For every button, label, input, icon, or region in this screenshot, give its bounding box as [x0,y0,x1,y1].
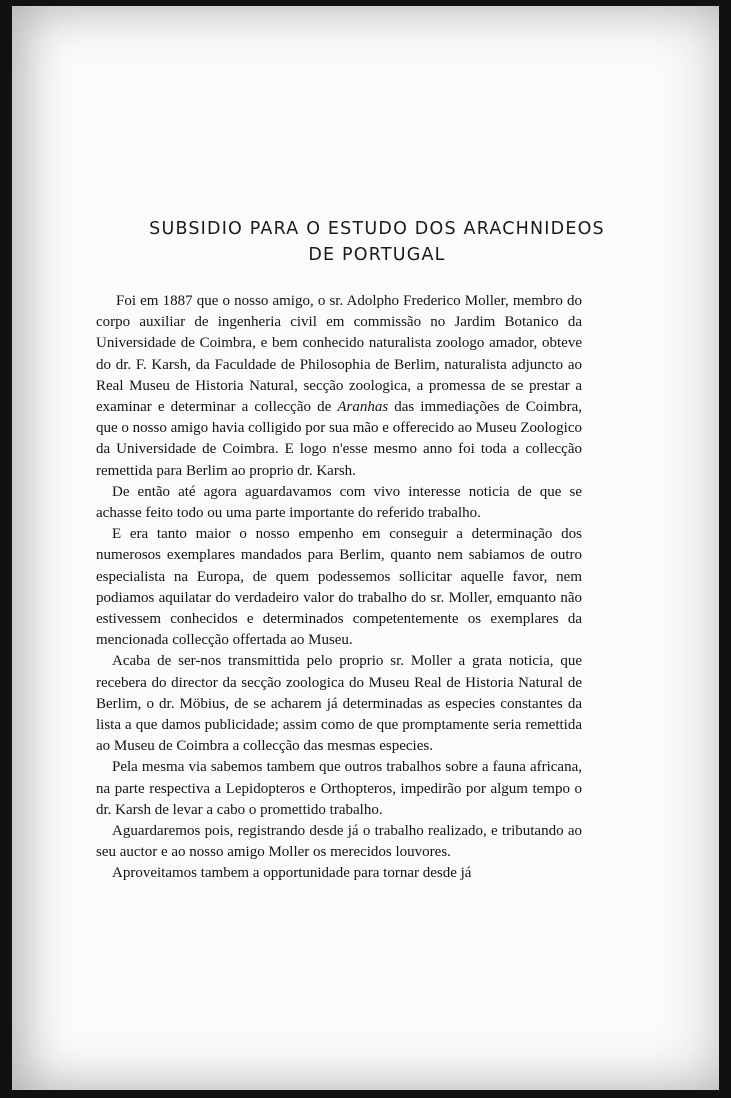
paragraph-1-italic-term: Aranhas [337,399,389,416]
scanned-page [12,6,719,1090]
paragraph-7: Aproveitamos tambem a opportunidade para tornar desde já [112,865,472,882]
paragraph-6: Aguardaremos pois, registrando desde já o trabalho realizado, e tributando ao seu auctor e ao nosso amigo Moller os merecidos louvores. [96,823,582,861]
paragraph-4: Acaba de ser-nos transmittida pelo proprio sr. Moller a grata noticia, que recebera do director da secção zoologica do Museu Real de Historia Natural de Berlim, o dr. Möbius, de se acharem já determinadas as especies constantes da lista a que damos publicidade; assim como de que promptamente seria remettida ao Museu de Coimbra a collecção das mesmas especies. [96,653,582,755]
paragraph-5: Pela mesma via sabemos tambem que outros trabalhos sobre a fauna africana, na parte respectiva a Lepidopteros e Orthopteros, impedirão por algum tempo o dr. Karsh de levar a cabo o promettido trabalho. [96,759,582,818]
title-line-1: SUBSIDIO PARA O ESTUDO DOS ARACHNIDEOS [149,219,605,239]
paragraph-1-part-b: das immediações de Coimbra, que o nosso amigo havia colligido por sua mão e offerecido ao Museu Zoologico da Universidade de Coimbra. E logo n'esse mesmo anno foi toda a collecção remettida para Berlim ao proprio dr. Karsh. [96,399,582,479]
paragraph-1 [96,291,582,482]
paragraph-3: E era tanto maior o nosso empenho em conseguir a determinação dos numerosos exemplares mandados para Berlim, quanto nem sabiamos de outro especialista na Europa, de quem podessemos sollicitar aquelle favor, nem podiamos aquilatar do verdadeiro valor do trabalho do sr. Moller, emquanto não estivessem conhecidos e determinados competentemente os exemplares da mencionada collecção offertada ao Museu. [96,526,582,649]
title-line-2: DE PORTUGAL [308,245,446,265]
body-text [96,291,582,885]
paragraph-1-part-a: Foi em 1887 que o nosso amigo, o sr. Adolpho Frederico Moller, membro do corpo auxiliar de ingenheria civil em commissão no Jardim Botanico da Universidade de Coimbra, e bem conhecido naturalista zoologo amador, obteve do dr. F. Karsh, da Faculdade de Philosophia de Berlim, naturalista adjuncto ao Real Museu de Historia Natural, secção zoologica, a promessa de se prestar a examinar e determinar a collecção de [96,293,582,416]
paragraph-2: De então até agora aguardavamos com vivo interesse noticia de que se achasse feito todo ou uma parte importante do referido trabalho. [96,483,582,522]
